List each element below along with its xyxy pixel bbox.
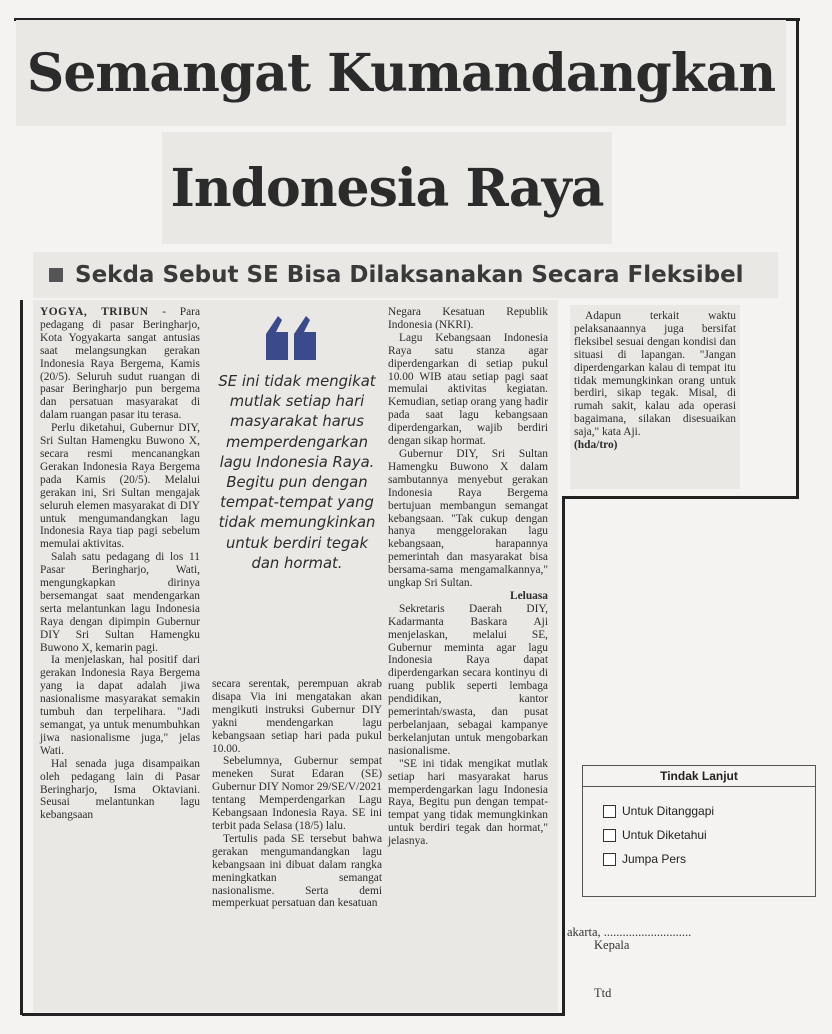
col3-paragraph-1: Negara Kesatuan Republik Indonesia (NKRI). xyxy=(388,306,548,331)
checkbox-icon[interactable] xyxy=(603,853,616,866)
col3-paragraph-2: Lagu Kebangsaan Indonesia Raya satu stanza agar diperdengarkan di setiap pukul 10.00 WIB atau setiap pagi saat memulai aktivitas kegiatan. Kemudian, setiap orang yang hadir pada saat lagu kebangsaan diperdengarkan, wajib berdiri dengan sikap hormat. xyxy=(388,331,548,448)
col2-paragraph-1: secara serentak, perempuan akrab disapa Via ini mengatakan akan mengikuti instruksi Gubernur DIY yakni mendengarkan lagu kebangsaan setiap hari pada pukul 10.00. xyxy=(212,678,382,755)
col3-subheading: Leluasa xyxy=(510,589,548,602)
followup-option-label: Untuk Ditanggapi xyxy=(622,804,715,818)
followup-option-ditanggapi[interactable] xyxy=(603,804,714,818)
signature-place-date: akarta, ............................ xyxy=(567,925,692,939)
frame-line-bottom xyxy=(22,1013,565,1016)
article-column-2 xyxy=(212,678,382,910)
frame-line-left xyxy=(20,300,23,1015)
followup-option-label: Untuk Diketahui xyxy=(622,828,707,842)
signature-ttd: Ttd xyxy=(594,986,612,1000)
col1-paragraph-2: Perlu diketahui, Gubernur DIY, Sri Sultan Hamengku Buwono X, secara resmi mencanangkan Gerakan Indonesia Raya Bergema pada Kamis (20/5). Melalui gerakan ini, Sri Sultan mengajak seluruh elemen masyarakat di DIY untuk mengumandangkan lagu Indonesia Raya tiap pagi sebelum memulai aktivitas. xyxy=(40,422,200,551)
checkbox-icon[interactable] xyxy=(603,805,616,818)
col1-paragraph-5: Hal senada juga disampaikan oleh pedagang lain di Pasar Beringharjo, Isma Oktaviani. Seusai melantunkan lagu kebangsaan xyxy=(40,757,200,822)
followup-option-jumpa-pers[interactable] xyxy=(603,852,686,866)
subheadline xyxy=(33,252,778,298)
signature-role: Kepala xyxy=(594,938,630,952)
followup-option-label: Jumpa Pers xyxy=(622,852,687,866)
headline-line1: Semangat Kumandangkan xyxy=(16,20,786,126)
col3-paragraph-5: "SE ini tidak mengikat mutlak setiap hari masyarakat harus memperdengarkan lagu Indonesia Raya, Begitu pun dengan tempat-tempat yang tidak memungkinkan untuk berdiri tegak dan hormat," jelasnya. xyxy=(388,757,548,848)
pull-quote: SE ini tidak mengikat mutlak setiap hari masyarakat harus memperdengarkan lagu Indonesia Raya. Begitu pun dengan tempat-tempat yang tidak memungkinkan untuk berdiri tegak dan hormat. xyxy=(218,373,376,572)
quote-mark-icon xyxy=(264,312,320,362)
col2-paragraph-3: Tertulis pada SE tersebut bahwa gerakan mengumandangkan lagu kebangsaan ini dibuat dalam rangka meningkatkan semangat nasionalisme. Serta demi memperkuat persatuan dan kesatuan xyxy=(212,832,382,910)
col1-paragraph-1: - Para pedagang di pasar Beringharjo, Kota Yogyakarta sangat antusias saat melangsungkan gerakan Indonesia Raya Bergema, Kamis (20/5). Seluruh sudut ruangan di pasar Beringharjo pun bergema dan persatuan masyarakat di dalam ruangan pasar itu terasa. xyxy=(40,306,200,422)
article-column-4 xyxy=(574,310,736,452)
followup-option-diketahui[interactable] xyxy=(603,828,707,842)
article-column-3 xyxy=(388,306,548,848)
followup-box xyxy=(582,765,816,897)
col2-paragraph-2: Sebelumnya, Gubernur sempat meneken Surat Edaran (SE) Gubernur DIY Nomor 29/SE/V/2021 tentang Memperdengarkan Lagu Kebangsaan Indonesia Raya. SE ini terbit pada Selasa (18/5) lalu. xyxy=(212,755,382,832)
followup-title: Tindak Lanjut xyxy=(583,766,815,787)
col4-paragraph-1: Adapun terkait waktu pelaksanaannya juga bersifat fleksibel sesuai dengan kondisi dan situasi di lapangan. "Jangan diperdengarkan kalau di tempat itu tidak memungkinkan orang untuk berdiri, sikap tegak. Misal, di rumah sakit, kalau ada operasi bagaimana, silakan disesuaikan saja," kata Aji. xyxy=(574,310,736,439)
byline: (hda/tro) xyxy=(574,439,618,452)
col3-paragraph-3: Gubernur DIY, Sri Sultan Hamengku Buwono X dalam sambutannya menyebut gerakan Indonesia Raya Bergema bertujuan membangun semangat kebangsaan. "Tak cukup dengan hanya menggelorakan lagu kebangsaan, harapannya pemerintah dan masyarakat bisa bersama-sama mengamalkannya," ungkap Sri Sultan. xyxy=(388,447,548,590)
subheadline-text: Sekda Sebut SE Bisa Dilaksanakan Secara Fleksibel xyxy=(75,262,744,288)
headline-line2: Indonesia Raya xyxy=(162,132,612,244)
col1-paragraph-3: Salah satu pedagang di los 11 Pasar Beringharjo, Wati, mengungkapkan dirinya bersemangat saat mendengarkan serta melantunkan lagu Indonesia Raya dengan dipimpin Gubernur DIY Sri Sultan Hamengku Buwono X, kemarin pagi. xyxy=(40,551,200,654)
frame-line-right xyxy=(796,18,799,498)
article-column-1 xyxy=(40,306,200,822)
frame-line-right-lower xyxy=(562,496,565,1016)
frame-line-step xyxy=(563,496,799,499)
checkbox-icon[interactable] xyxy=(603,829,616,842)
dateline: YOGYA, TRIBUN xyxy=(40,306,149,318)
bullet-square-icon xyxy=(49,268,63,282)
col3-paragraph-4: Sekretaris Daerah DIY, Kadarmanta Baskara Aji menjelaskan, melalui SE, Gubernur meminta agar lagu Indonesia Raya dapat diperdengarkan secara kontinyu di ruang publik seperti lembaga pendidikan, kantor pemerintah/swasta, dan pusat perbelanjaan, sebagai kampanye berkelanjutan untuk mengobarkan nasionalisme. xyxy=(388,602,548,757)
col1-paragraph-4: Ia menjelaskan, hal positif dari gerakan Indonesia Raya Bergema yang ia dapat adalah jiwa nasionalisme masyarakat semakin tumbuh dan terpelihara. "Jadi semangat, ya untuk menumbuhkan jiwa nasionalisme juga," jelas Wati. xyxy=(40,654,200,757)
